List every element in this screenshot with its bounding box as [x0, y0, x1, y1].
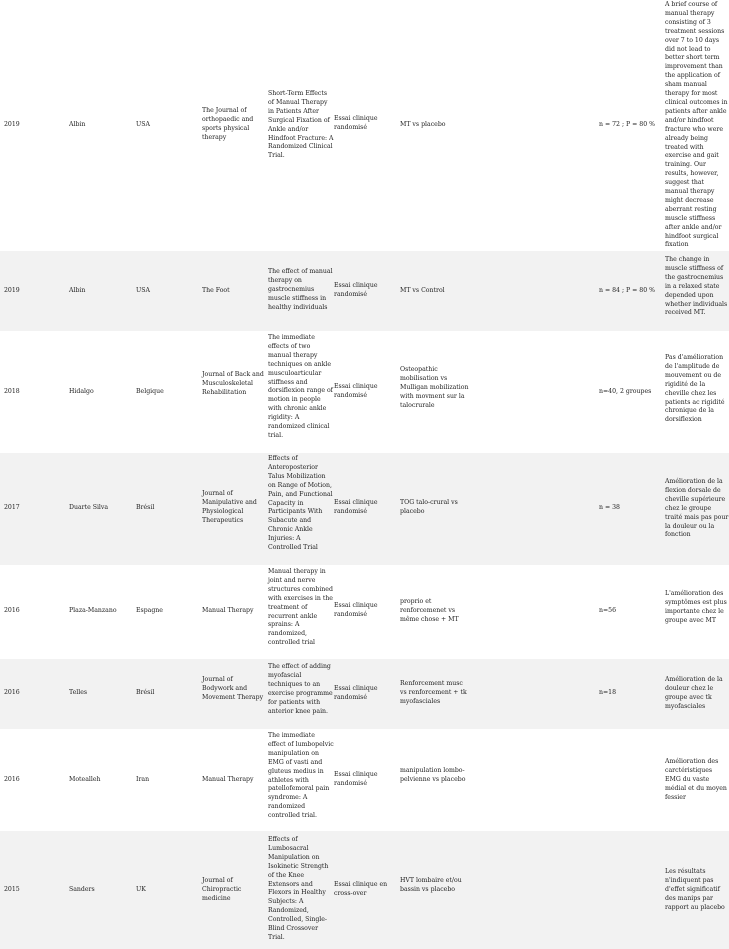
design-cell: Essai clinique randomisé: [334, 771, 378, 787]
comparison-cell: TOG talo-crural vs placebo: [400, 499, 458, 515]
comparison-cell: Renforcement musc vs renforcement + tk myofasciales: [400, 680, 467, 705]
result-cell: Amélioration de la flexion dorsale de cheville supérieure chez le groupe traité mais pas pour la douleur ou la fonction: [665, 478, 729, 539]
sample-cell: n = 84 ; P = 80 %: [599, 287, 655, 294]
year-cell: 2016: [4, 776, 20, 783]
design-cell: Essai clinique randomisé: [334, 282, 378, 298]
year-cell: 2019: [4, 287, 20, 294]
title-cell: The immediate effects of two manual therapy techniques on ankle musculoarticular stiffness and dorsiflexion range of motion in people with chronic ankle rigidity: A randomized clinical trial.: [268, 334, 333, 439]
country-cell: Belgique: [136, 388, 164, 395]
table-row: [0, 659, 729, 729]
author-cell: Albin: [69, 121, 86, 128]
design-cell: Essai clinique randomisé: [334, 115, 378, 131]
country-cell: Espagne: [136, 607, 163, 614]
table-row: [0, 0, 729, 251]
year-cell: 2016: [4, 689, 20, 696]
author-cell: Telles: [69, 689, 88, 696]
journal-cell: Journal of Manipulative and Physiological Therapeutics: [202, 490, 257, 524]
year-cell: 2018: [4, 388, 20, 395]
country-cell: Brésil: [136, 504, 155, 511]
title-cell: Short-Term Effects of Manual Therapy in Patients After Surgical Fixation of Ankle and/or Hindfoot Fracture: A Randomized Clinical Trial.: [268, 90, 334, 160]
design-cell: Essai clinique en cross-over: [334, 881, 388, 897]
author-cell: Albin: [69, 287, 86, 294]
country-cell: Iran: [136, 776, 150, 783]
result-cell: The change in muscle stiffness of the gastrocnemius in a relaxed state depended upon whether individuals received MT.: [665, 256, 728, 317]
year-cell: 2016: [4, 607, 20, 614]
author-cell: Plaza-Manzano: [69, 607, 117, 614]
author-cell: Motealleh: [69, 776, 101, 783]
country-cell: Brésil: [136, 689, 155, 696]
author-cell: Hidalgo: [69, 388, 94, 395]
journal-cell: Journal of Chiropractic medicine: [202, 877, 242, 902]
result-cell: L'amélioration des symptômes est plus importante chez le groupe avec MT: [665, 590, 727, 624]
comparison-cell: HVT lombaire et/ou bassin vs placebo: [400, 877, 462, 893]
year-cell: 2015: [4, 886, 20, 893]
journal-cell: Journal of Back and Musculoskeletal Rehabilitation: [202, 371, 264, 396]
title-cell: Effects of Anteroposterior Talus Mobilization on Range of Motion, Pain, and Functional Capacity in Participants With Subacute and Chronic Ankle Injuries: A Controlled Trial: [268, 455, 333, 552]
table-row: [0, 565, 729, 659]
country-cell: USA: [136, 121, 150, 128]
title-cell: The immediate effect of lumbopelvic manipulation on EMG of vasti and gluteus medius in athletes with patellofemoral pain syndrome: A randomized controlled trial.: [268, 732, 334, 820]
journal-cell: The Journal of orthopaedic and sports physical therapy: [202, 107, 254, 141]
comparison-cell: Osteopathic mobilisation vs Mulligan mobilization with movment sur la talocrurale: [400, 366, 469, 409]
table-row: [0, 331, 729, 453]
sample-cell: n = 38: [599, 504, 620, 511]
title-cell: The effect of adding myofascial techniques to an exercise programme for patients with anterior knee pain.: [268, 663, 333, 715]
result-cell: Amélioration de la douleur chez le groupe avec tk myofasciales: [665, 676, 723, 710]
sample-cell: n = 72 ; P = 80 %: [599, 121, 655, 128]
comparison-cell: manipulation lombo-pelvienne vs placebo: [400, 767, 466, 783]
comparison-cell: MT vs placebo: [400, 121, 446, 128]
journal-cell: The Foot: [202, 287, 230, 294]
comparison-cell: MT vs Control: [400, 287, 445, 294]
result-cell: A brief course of manual therapy consisting of 3 treatment sessions over 7 to 10 days did not lead to better short term improvement than the application of sham manual therapy for most clinical outcomes in patients after ankle and/or hindfoot fracture who were already being treated with exercise and gait training. Our results, however, suggest that manual therapy might decrease aberrant resting muscle stiffness after ankle and/or hindfoot surgical fixation: [665, 1, 728, 249]
year-cell: 2017: [4, 504, 20, 511]
result-cell: Pas d'amélioration de l'amplitude de mouvement ou de rigidité de la cheville chez les patients ac rigidité chronique de la dorsiflexion: [665, 354, 725, 424]
table-row: [0, 831, 729, 949]
table-row: [0, 729, 729, 831]
journal-cell: Manual Therapy: [202, 607, 254, 614]
design-cell: Essai clinique randomisé: [334, 602, 378, 618]
result-cell: Amélioration des carctéristiques EMG du vaste médial et du moyen fessier: [665, 758, 727, 801]
design-cell: Essai clinique randomisé: [334, 685, 378, 701]
journal-cell: Manual Therapy: [202, 776, 254, 783]
country-cell: UK: [136, 886, 146, 893]
author-cell: Sanders: [69, 886, 95, 893]
sample-cell: n=18: [599, 689, 617, 696]
year-cell: 2019: [4, 121, 20, 128]
table-row: [0, 453, 729, 565]
sample-cell: n=40, 2 groupes: [599, 388, 652, 395]
author-cell: Duarte Silva: [69, 504, 109, 511]
title-cell: The effect of manual therapy on gastrocnemius muscle stiffness in healthy individuals: [268, 268, 333, 311]
sample-cell: n=56: [599, 607, 617, 614]
country-cell: USA: [136, 287, 150, 294]
comparison-cell: proprio et renforcemenet vs même chose + MT: [400, 598, 459, 623]
title-cell: Manual therapy in joint and nerve structures combined with exercises in the treatment of recurrent ankle sprains: A randomized, controlled trial: [268, 568, 333, 647]
journal-cell: Journal of Bodywork and Movement Therapy: [202, 676, 264, 701]
title-cell: Effects of Lumbosacral Manipulation on Isokinetic Strength of the Knee Extensors and Flexors in Healthy Subjects: A Randomized, Controlled, Single-Blind Crossover Trial.: [268, 836, 329, 941]
design-cell: Essai clinique randomisé: [334, 499, 378, 515]
table-row: [0, 251, 729, 331]
design-cell: Essai clinique randomisé: [334, 383, 378, 399]
result-cell: Les résultats n'indiquent pas d'effet significatif des manips par rapport au placebo: [665, 868, 725, 911]
